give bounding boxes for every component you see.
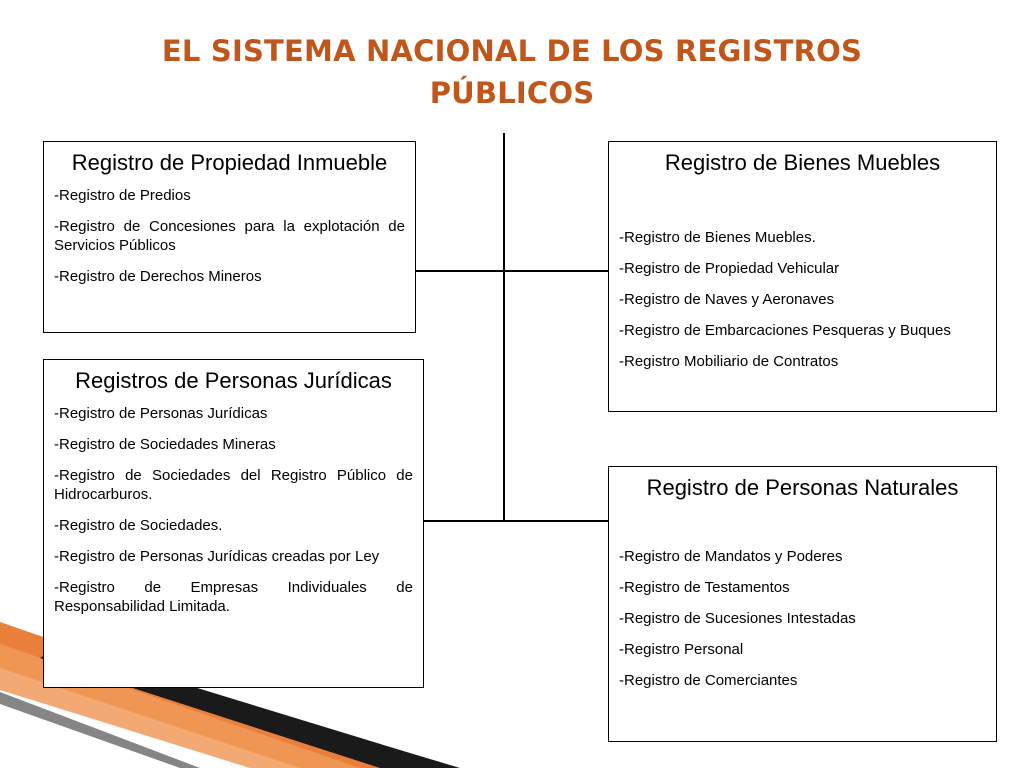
slide-title-line-2: PÚBLICOS (429, 76, 595, 110)
list-item: -Registro de Comerciantes (619, 672, 798, 689)
list-item: -Registro de Embarcaciones Pesqueras y Buques (619, 322, 951, 339)
list-item: -Registro de Bienes Muebles. (619, 229, 816, 246)
box-propiedad-inmueble-list (54, 186, 405, 286)
connector-vertical-main (503, 133, 505, 521)
box-personas-juridicas (43, 359, 424, 688)
list-item: -Registro Personal (619, 641, 744, 658)
connector-top (415, 270, 609, 272)
slide-title-line-1: EL SISTEMA NACIONAL DE LOS REGISTROS (161, 34, 863, 68)
list-item: -Registro de Personas Jurídicas creadas por Ley (54, 548, 380, 565)
list-item: -Registro de Naves y Aeronaves (619, 291, 835, 308)
list-item: -Registro de Concesiones para la explotación de Servicios Públicos (54, 218, 405, 254)
list-item: -Registro de Propiedad Vehicular (619, 260, 840, 277)
box-bienes-muebles-list (619, 228, 986, 371)
box-propiedad-inmueble (43, 141, 416, 333)
connector-bottom (423, 520, 609, 522)
list-item: -Registro de Empresas Individuales de Responsabilidad Limitada. (54, 579, 413, 615)
box-personas-naturales-spacer (619, 511, 986, 547)
box-personas-juridicas-list (54, 404, 413, 616)
box-personas-naturales (608, 466, 997, 742)
list-item: -Registro de Mandatos y Poderes (619, 548, 843, 565)
slide-title (0, 30, 1024, 114)
box-bienes-muebles (608, 141, 997, 412)
box-personas-naturales-heading: Registro de Personas Naturales (646, 475, 959, 500)
box-bienes-muebles-spacer (619, 186, 986, 228)
list-item: -Registro de Testamentos (619, 579, 790, 596)
box-bienes-muebles-heading: Registro de Bienes Muebles (664, 150, 941, 175)
list-item: -Registro de Sociedades. (54, 517, 223, 534)
list-item: -Registro de Sociedades del Registro Público de Hidrocarburos. (54, 467, 413, 503)
list-item: -Registro de Sucesiones Intestadas (619, 610, 856, 627)
list-item: -Registro Mobiliario de Contratos (619, 353, 839, 370)
box-propiedad-inmueble-heading: Registro de Propiedad Inmueble (71, 150, 388, 175)
list-item: -Registro de Sociedades Mineras (54, 436, 276, 453)
list-item: -Registro de Personas Jurídicas (54, 405, 268, 422)
box-personas-naturales-list (619, 547, 986, 690)
list-item: -Registro de Derechos Mineros (54, 268, 262, 285)
dark-stripe-thin (0, 692, 200, 768)
box-personas-juridicas-heading: Registros de Personas Jurídicas (75, 368, 392, 393)
list-item: -Registro de Predios (54, 187, 191, 204)
